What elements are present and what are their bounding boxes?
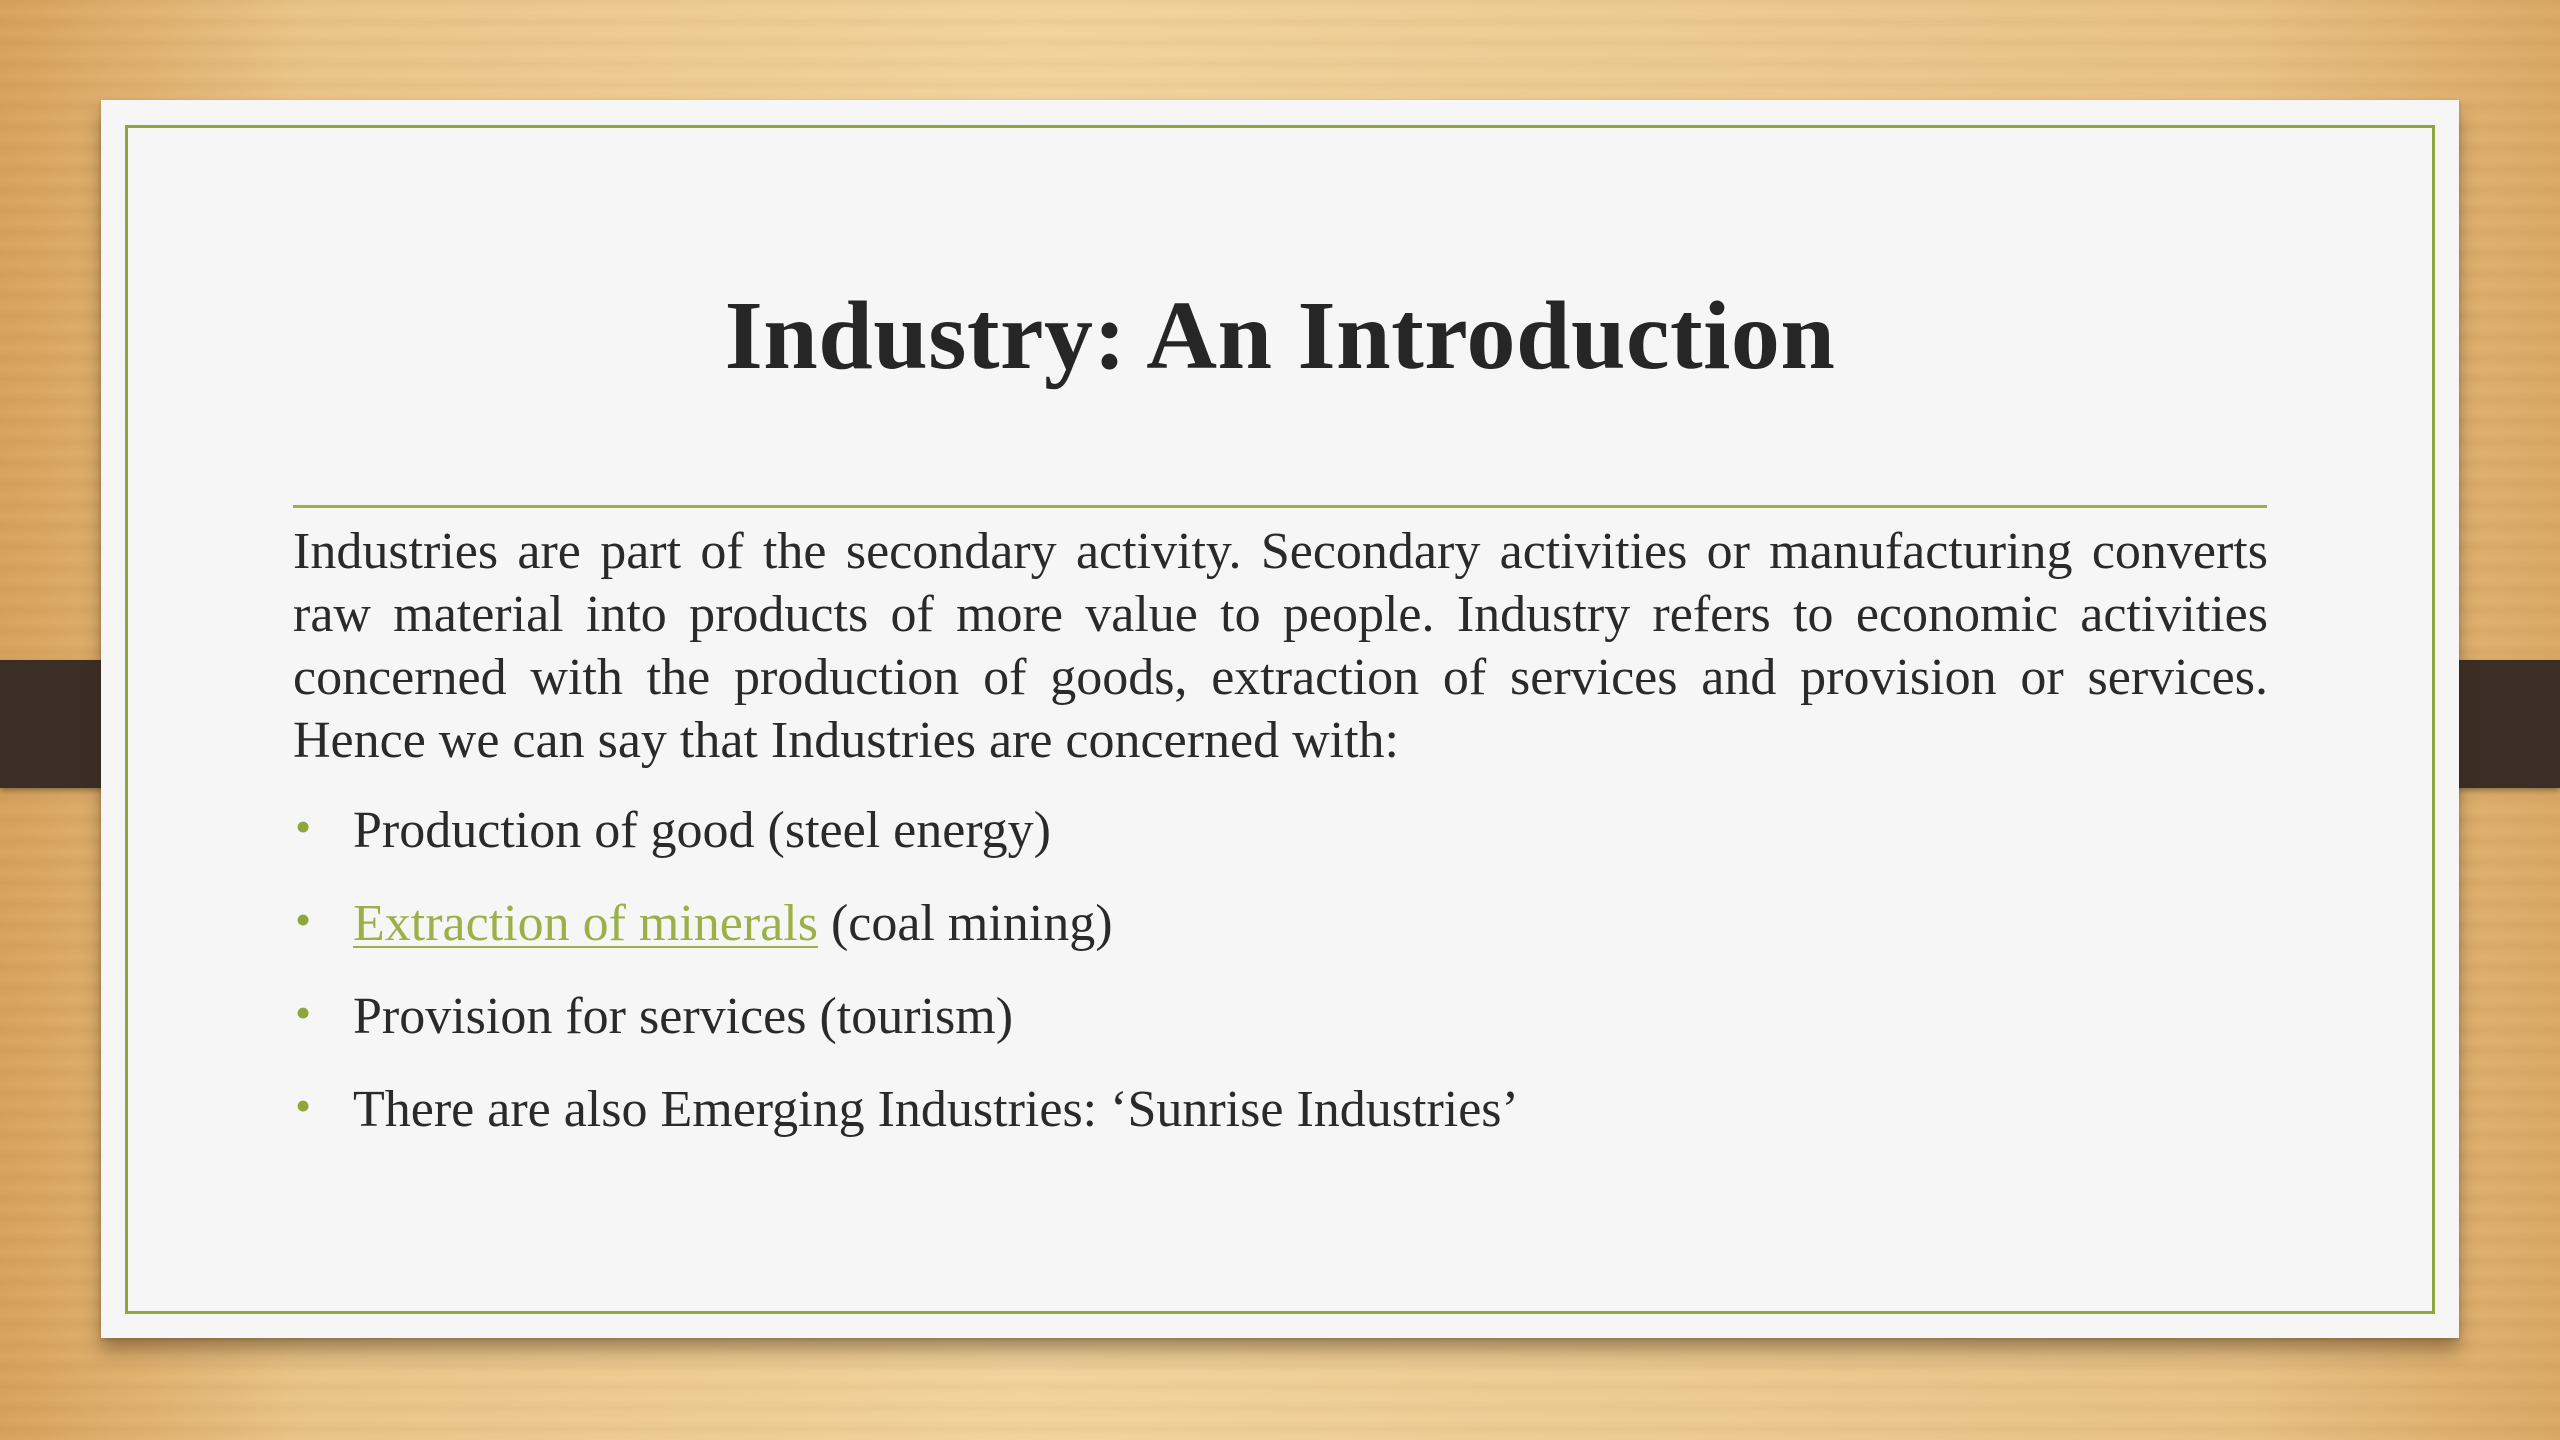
title-divider [293,505,2267,508]
bullet-item-emerging [293,1063,2268,1156]
bullet-text: There are also Emerging Industries: ‘Sunrise Industries’ [353,1081,1519,1138]
bullet-text: Production of good (steel energy) [353,802,1051,859]
extraction-of-minerals-link[interactable]: Extraction of minerals [353,895,818,952]
slide-title: Industry: An Introduction [724,282,1836,390]
slide-body [293,520,2268,1156]
bullet-text: Provision for services (tourism) [353,988,1014,1045]
intro-paragraph: Industries are part of the secondary activity. Secondary activities or manufacturing converts raw material into products of more value to people. Industry refers to economic activities concerned with the production of goods, extraction of services and provision or services. Hence we can say that Industries are concerned with: [293,523,2268,769]
bullet-item-extraction [293,877,2268,970]
bullet-dot-icon: • [295,894,312,945]
bullet-dot-icon: • [295,987,312,1038]
bullet-list [293,784,2268,1156]
bullet-dot-icon: • [295,1080,312,1131]
bullet-text: (coal mining) [817,895,1113,952]
bullet-item-production [293,784,2268,877]
bullet-item-services [293,970,2268,1063]
bullet-dot-icon: • [295,801,312,852]
slide [101,100,2459,1338]
